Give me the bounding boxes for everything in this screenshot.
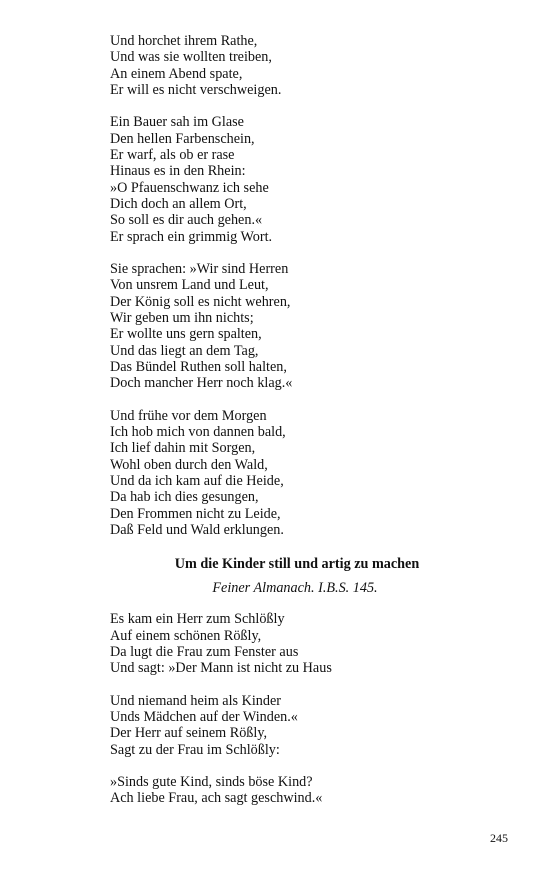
verse-line: Der König soll es nicht wehren, bbox=[110, 293, 291, 310]
verse-line: Da hab ich dies gesungen, bbox=[110, 489, 259, 506]
verse-line: An einem Abend spate, bbox=[110, 65, 243, 82]
stanza bbox=[110, 408, 450, 538]
verse-line: Er warf, als ob er rase bbox=[110, 147, 235, 164]
stanza bbox=[110, 611, 450, 676]
verse-line: Und sagt: »Der Mann ist nicht zu Haus bbox=[110, 660, 332, 677]
verse-line: Den hellen Farbenschein, bbox=[110, 130, 255, 147]
verse-line: Hinaus es in den Rhein: bbox=[110, 163, 246, 180]
verse-line: Das Bündel Ruthen soll halten, bbox=[110, 358, 287, 375]
verse-line: »O Pfauenschwanz ich sehe bbox=[110, 179, 269, 196]
verse-line: Den Frommen nicht zu Leide, bbox=[110, 505, 281, 522]
text-block bbox=[110, 33, 450, 807]
verse-line: Unds Mädchen auf der Winden.« bbox=[110, 708, 298, 725]
verse-line: Und frühe vor dem Morgen bbox=[110, 407, 267, 424]
verse-line: Auf einem schönen Rößly, bbox=[110, 627, 262, 644]
verse-line: Und das liegt an dem Tag, bbox=[110, 342, 259, 359]
verse-line: Und horchet ihrem Rathe, bbox=[110, 33, 258, 49]
source-citation: Feiner Almanach. I.B.S. 145. bbox=[212, 580, 378, 597]
verse-line: Und was sie wollten treiben, bbox=[110, 49, 272, 66]
stanza-gap bbox=[110, 392, 450, 408]
verse-line: Sagt zu der Frau im Schlößly: bbox=[110, 741, 280, 758]
stanza-gap bbox=[110, 245, 450, 261]
page-number: 245 bbox=[490, 831, 508, 845]
verse-line: Der Herr auf seinem Rößly, bbox=[110, 725, 268, 742]
poem-title: Um die Kinder still und artig zu machen bbox=[174, 556, 420, 573]
verse-line: Sie sprachen: »Wir sind Herren bbox=[110, 261, 289, 278]
verse-line: Doch mancher Herr noch klag.« bbox=[110, 375, 293, 392]
verse-line: Ich hob mich von dannen bald, bbox=[110, 424, 286, 441]
verse-line: Ein Bauer sah im Glase bbox=[110, 114, 244, 131]
verse-line: Wir geben um ihn nichts; bbox=[110, 310, 254, 327]
verse-line: Von unsrem Land und Leut, bbox=[110, 277, 269, 294]
stanza bbox=[110, 693, 450, 758]
verse-line: Ich lief dahin mit Sorgen, bbox=[110, 440, 256, 457]
source-gap bbox=[110, 597, 450, 611]
section-gap bbox=[110, 538, 450, 555]
verse-line: So soll es dir auch gehen.« bbox=[110, 212, 263, 229]
verse-line: Ach liebe Frau, ach sagt geschwind.« bbox=[110, 790, 323, 807]
verse-line: »Sinds gute Kind, sinds böse Kind? bbox=[110, 774, 313, 791]
stanza-gap bbox=[110, 98, 450, 114]
stanza-gap bbox=[110, 676, 450, 692]
stanza bbox=[110, 114, 450, 244]
stanza bbox=[110, 33, 450, 98]
verse-line: Es kam ein Herr zum Schlößly bbox=[110, 611, 285, 628]
verse-line: Er wollte uns gern spalten, bbox=[110, 326, 262, 343]
stanza bbox=[110, 774, 450, 807]
verse-line: Und da ich kam auf die Heide, bbox=[110, 473, 284, 490]
verse-line: Daß Feld und Wald erklungen. bbox=[110, 521, 284, 538]
verse-line: Er sprach ein grimmig Wort. bbox=[110, 228, 273, 245]
verse-line: Er will es nicht verschweigen. bbox=[110, 81, 282, 98]
stanza bbox=[110, 261, 450, 391]
verse-line: Dich doch an allem Ort, bbox=[110, 195, 247, 212]
verse-line: Wohl oben durch den Wald, bbox=[110, 456, 268, 473]
stanza-gap bbox=[110, 758, 450, 774]
verse-line: Da lugt die Frau zum Fenster aus bbox=[110, 643, 299, 660]
verse-line: Und niemand heim als Kinder bbox=[110, 692, 281, 709]
